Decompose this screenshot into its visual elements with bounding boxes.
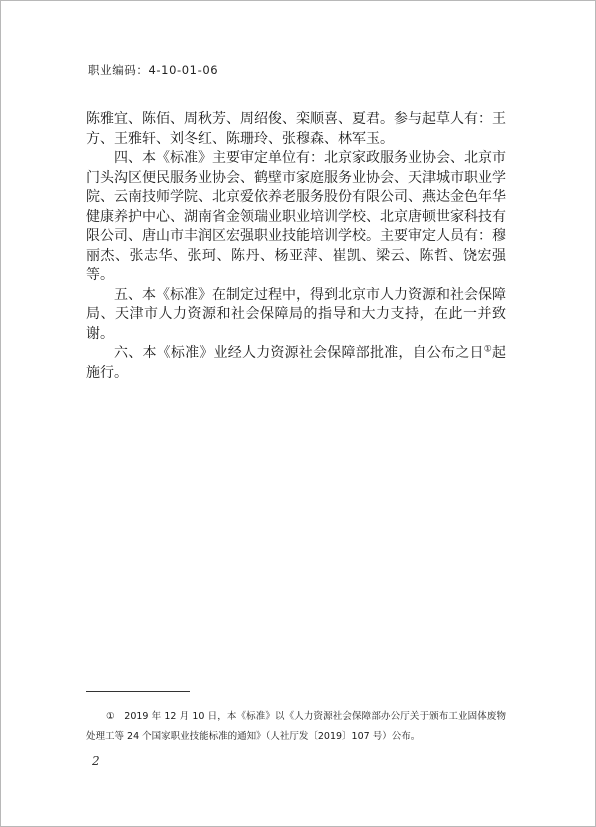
effective-date-text-end: 起施行。 (86, 345, 506, 381)
paragraph-review-units: 四、本《标准》主要审定单位有：北京家政服务业协会、北京市门头沟区便民服务业协会、鹤壁市家庭服务业协会、天津城市职业学院、云南技师学院、北京爱依养老服务股份有限公司、燕达金色年华健康养护中心、湖南省金领瑞业职业培训学校、北京唐顿世家科技有限公司、唐山市丰润区宏强职业技能培训学校。主要审定人员有：穆丽杰、张志华、张珂、陈丹、杨亚萍、崔凯、梁云、陈哲、饶宏强等。 (86, 150, 506, 283)
footnote-divider (86, 691, 190, 692)
occupation-code-header: 职业编码：4-10-01-06 (88, 63, 219, 77)
paragraph-drafters: 陈雅宜、陈佰、周秋芳、周绍俊、栾顺喜、夏君。参与起草人有：王方、王雅轩、刘冬红、陈珊玲、张穆森、林军玉。 (86, 111, 506, 147)
body-text (86, 110, 506, 383)
footnote-reference-mark[interactable]: ① (483, 344, 492, 355)
footnote: ① 2019 年 12 月 10 日，本《标准》以《人力资源社会保障部办公厅关于颁布工业固体废物处理工等 24 个国家职业技能标准的通知》（人社厅发〔2019〕107 号）公布。 (86, 711, 506, 742)
paragraph-effective-date (86, 344, 506, 383)
effective-date-text: 六、本《标准》业经人力资源社会保障部批准，自公布之日 (114, 345, 484, 361)
page-number: 2 (92, 754, 100, 768)
paragraph-acknowledgement: 五、本《标准》在制定过程中，得到北京市人力资源和社会保障局、天津市人力资源和社会保障局的指导和大力支持，在此一并致谢。 (86, 286, 506, 342)
